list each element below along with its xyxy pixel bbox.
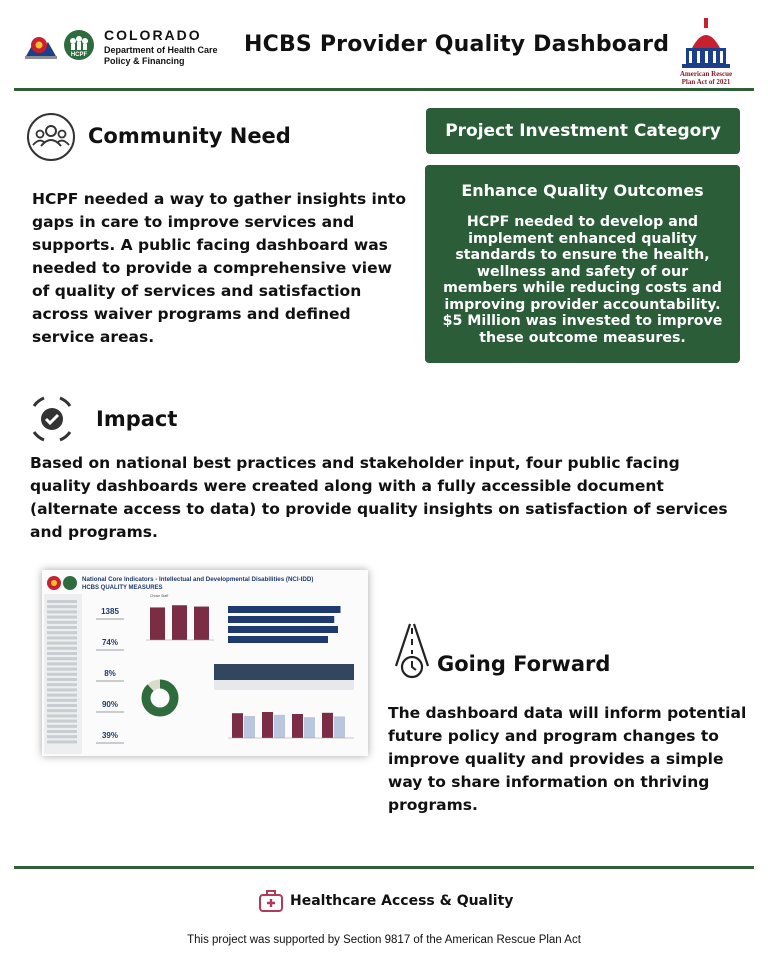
filter-row — [47, 688, 77, 691]
kpi-caption — [96, 649, 124, 651]
funding-note: This project was supported by Section 9817 of the American Rescue Plan Act — [187, 934, 581, 946]
grouped-bar-a — [232, 713, 243, 738]
support-bar — [172, 605, 187, 640]
filter-row — [47, 725, 77, 728]
header-divider — [14, 88, 754, 91]
filter-row — [47, 673, 77, 676]
impact-heading: Impact — [96, 407, 178, 431]
kpi-caption — [96, 711, 124, 713]
filter-row — [47, 730, 77, 733]
filter-row — [47, 683, 77, 686]
page-title: HCBS Provider Quality Dashboard — [244, 32, 670, 57]
filter-row — [47, 652, 77, 655]
horizontal-bar — [228, 616, 334, 623]
grouped-bar-b — [304, 717, 315, 738]
people-group-icon — [26, 112, 76, 162]
chart-support-bars — [146, 605, 214, 640]
filter-row — [47, 704, 77, 707]
filter-row — [47, 647, 77, 650]
filter-row — [47, 631, 77, 634]
horizontal-bar — [228, 636, 328, 643]
check-target-icon — [26, 394, 78, 444]
colorado-logo — [22, 28, 102, 62]
filter-row — [47, 616, 77, 619]
support-bar — [194, 607, 209, 640]
filter-row — [47, 662, 77, 665]
kpi-caption — [96, 742, 124, 744]
filter-row — [47, 714, 77, 717]
filter-row — [47, 720, 77, 723]
filter-row — [47, 636, 77, 639]
arpa-logo — [672, 14, 740, 86]
support-bar — [150, 607, 165, 640]
dashboard-graphic — [42, 570, 368, 756]
dept-line-2: Policy & Financing — [104, 56, 185, 66]
investment-category-label: Project Investment Category — [426, 108, 740, 154]
horizontal-bar — [228, 606, 341, 613]
filter-row — [47, 657, 77, 660]
filter-row — [47, 605, 77, 608]
filter-row — [47, 709, 77, 712]
kpi-value: 39% — [101, 731, 119, 740]
going-forward-heading: Going Forward — [437, 652, 611, 676]
dashboard-screenshot — [42, 570, 368, 756]
community-need-heading: Community Need — [88, 124, 291, 148]
footer-divider — [14, 866, 754, 869]
svg-text:Chose Staff: Chose Staff — [150, 594, 169, 598]
community-need-text: HCPF needed a way to gather insights into gaps in care to improve services and supports. A public facing dashboard was needed to provide a comprehensive view of quality of services and satisfaction across waiver programs and defined service areas. — [32, 190, 406, 346]
grouped-bar-b — [244, 716, 255, 738]
medical-kit-icon — [258, 888, 284, 914]
filter-row — [47, 735, 77, 738]
filter-row — [47, 678, 77, 681]
going-forward-text: The dashboard data will inform potential future policy and program changes to improve quality and provides a simple way to share information on thriving programs. — [388, 704, 747, 814]
investment-title: Enhance Quality Outcomes — [461, 181, 704, 200]
kpi-value: 74% — [101, 638, 119, 647]
impact-text: Based on national best practices and stakeholder input, four public facing quality dashboards were created along with a fully accessible document (alternate access to data) to provide quality insights on satisfaction of services and programs. — [30, 454, 728, 541]
grouped-bar-a — [262, 712, 273, 738]
investment-outcome-box — [425, 165, 740, 363]
filter-row — [47, 610, 77, 613]
grouped-bar-a — [322, 713, 333, 738]
road-clock-icon — [392, 622, 432, 680]
filter-row — [47, 621, 77, 624]
filter-row — [47, 626, 77, 629]
filter-row — [47, 642, 77, 645]
investment-text: HCPF needed to develop and implement enhanced quality standards to ensure the health, wellness and safety of our members while reducing costs and improving provider accountability. $5 Million was invested to improve these outcome measures. — [442, 214, 723, 346]
footer-label: Healthcare Access & Quality — [290, 893, 514, 909]
grouped-bar-a — [292, 714, 303, 738]
colorado-word: COLORADO — [104, 27, 202, 43]
kpi-value: 90% — [101, 700, 119, 709]
grouped-bar-b — [274, 715, 285, 738]
filter-row — [47, 600, 77, 603]
kpi-caption — [96, 618, 124, 620]
dept-line-1: Department of Health Care — [104, 45, 218, 55]
kpi-value: 1385 — [101, 607, 119, 616]
dashboard-subtitle: HCBS QUALITY MEASURES — [82, 585, 163, 591]
kpi-caption — [96, 680, 124, 682]
filter-row — [47, 740, 77, 743]
dashboard-title: National Core Indicators - Intellectual and Developmental Disabilities (NCI-IDD) — [82, 576, 314, 583]
hcpf-badge-text: HCPF — [70, 52, 88, 58]
filter-row — [47, 694, 77, 697]
arpa-line-1: American Rescue — [679, 70, 733, 78]
department-name — [104, 28, 218, 67]
kpi-value: 8% — [104, 669, 116, 678]
filter-row — [47, 699, 77, 702]
filter-row — [47, 668, 77, 671]
arpa-line-2: Plan Act of 2021 — [681, 78, 731, 86]
grouped-bar-b — [334, 716, 345, 738]
horizontal-bar — [228, 626, 338, 633]
